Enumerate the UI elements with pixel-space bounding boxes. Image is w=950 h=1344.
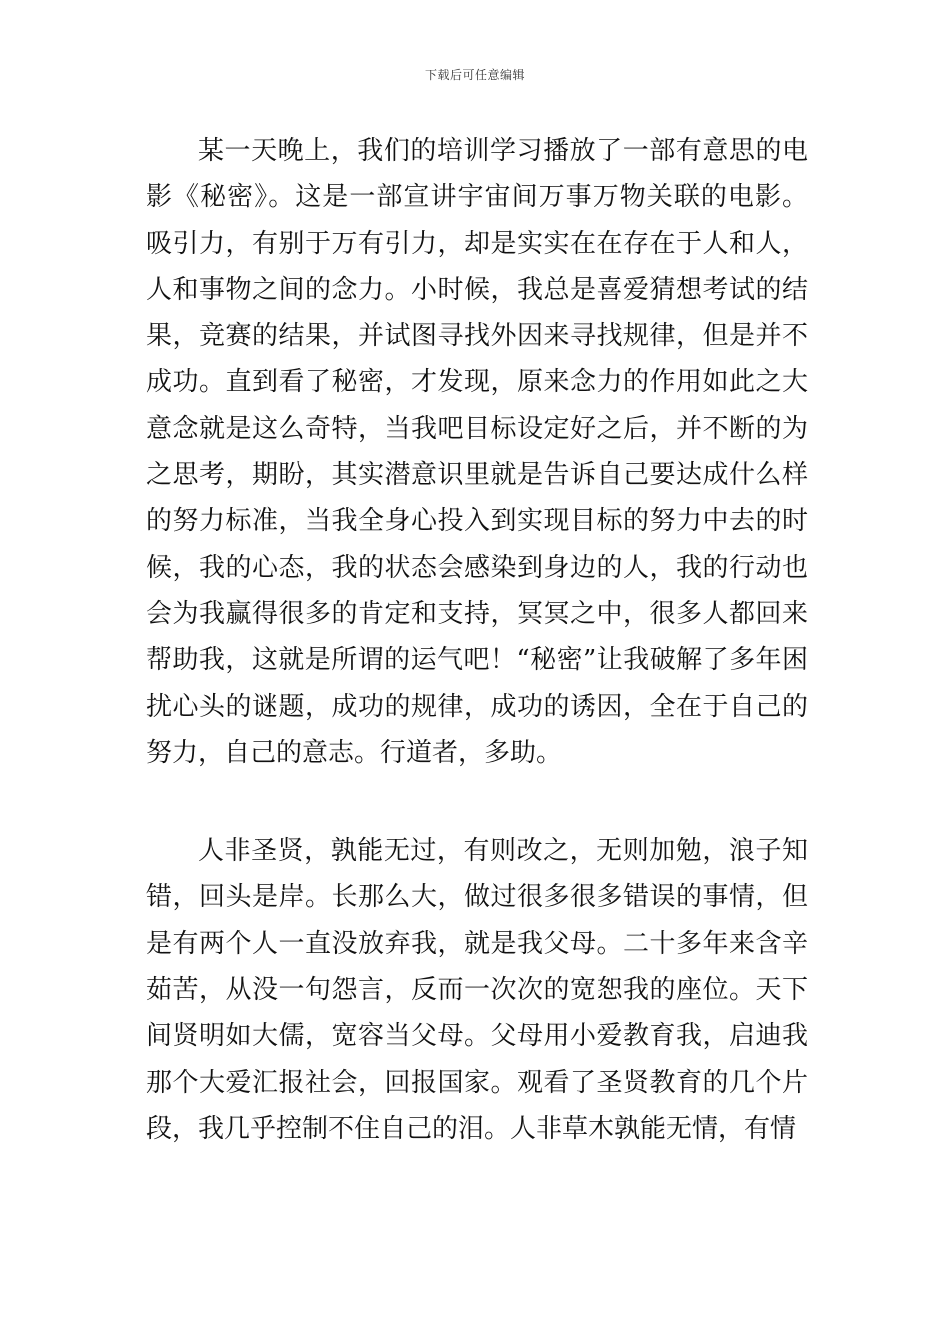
header-note: 下载后可任意编辑 [424, 68, 525, 82]
paragraph-secret-movie: 某一天晚上，我们的培训学习播放了一部有意思的电影《秘密》。这是一部宣讲宇宙间万事万物关联的电影。吸引力，有别于万有引力，却是实实在在存在于人和人，人和事物之间的念力。小时候，我总是喜爱猜想考试的结果，竞赛的结果，并试图寻找外因来寻找规律，但是并不成功。直到看了秘密，才发现，原来念力的作用如此之大意念就是这么奇特，当我吧目标设定好之后，并不断的为之思考，期盼，其实潜意识里就是告诉自己要达成什么样的努力标准，当我全身心投入到实现目标的努力中去的时候，我的心态，我的状态会感染到身边的人，我的行动也会为我赢得很多的肯定和支持，冥冥之中，很多人都回来帮助我，这就是所谓的运气吧！“秘密”让我破解了多年困扰心头的谜题，成功的规律，成功的诱因，全在于自己的努力，自己的意志。行道者，多助。 [146, 136, 808, 768]
paragraph-parents: 人非圣贤，孰能无过，有则改之，无则加勉，浪子知错，回头是岸。长那么大，做过很多很多错误的事情，但是有两个人一直没放弃我，就是我父母。二十多年来含辛茹苦，从没一句怨言，反而一次次的宽恕我的座位。天下间贤明如大儒，宽容当父母。父母用小爱教育我，启迪我那个大爱汇报社会，回报国家。观看了圣贤教育的几个片段，我几乎控制不住自己的泪。人非草木孰能无情，有情 [146, 836, 808, 1144]
document-body [146, 128, 808, 1152]
